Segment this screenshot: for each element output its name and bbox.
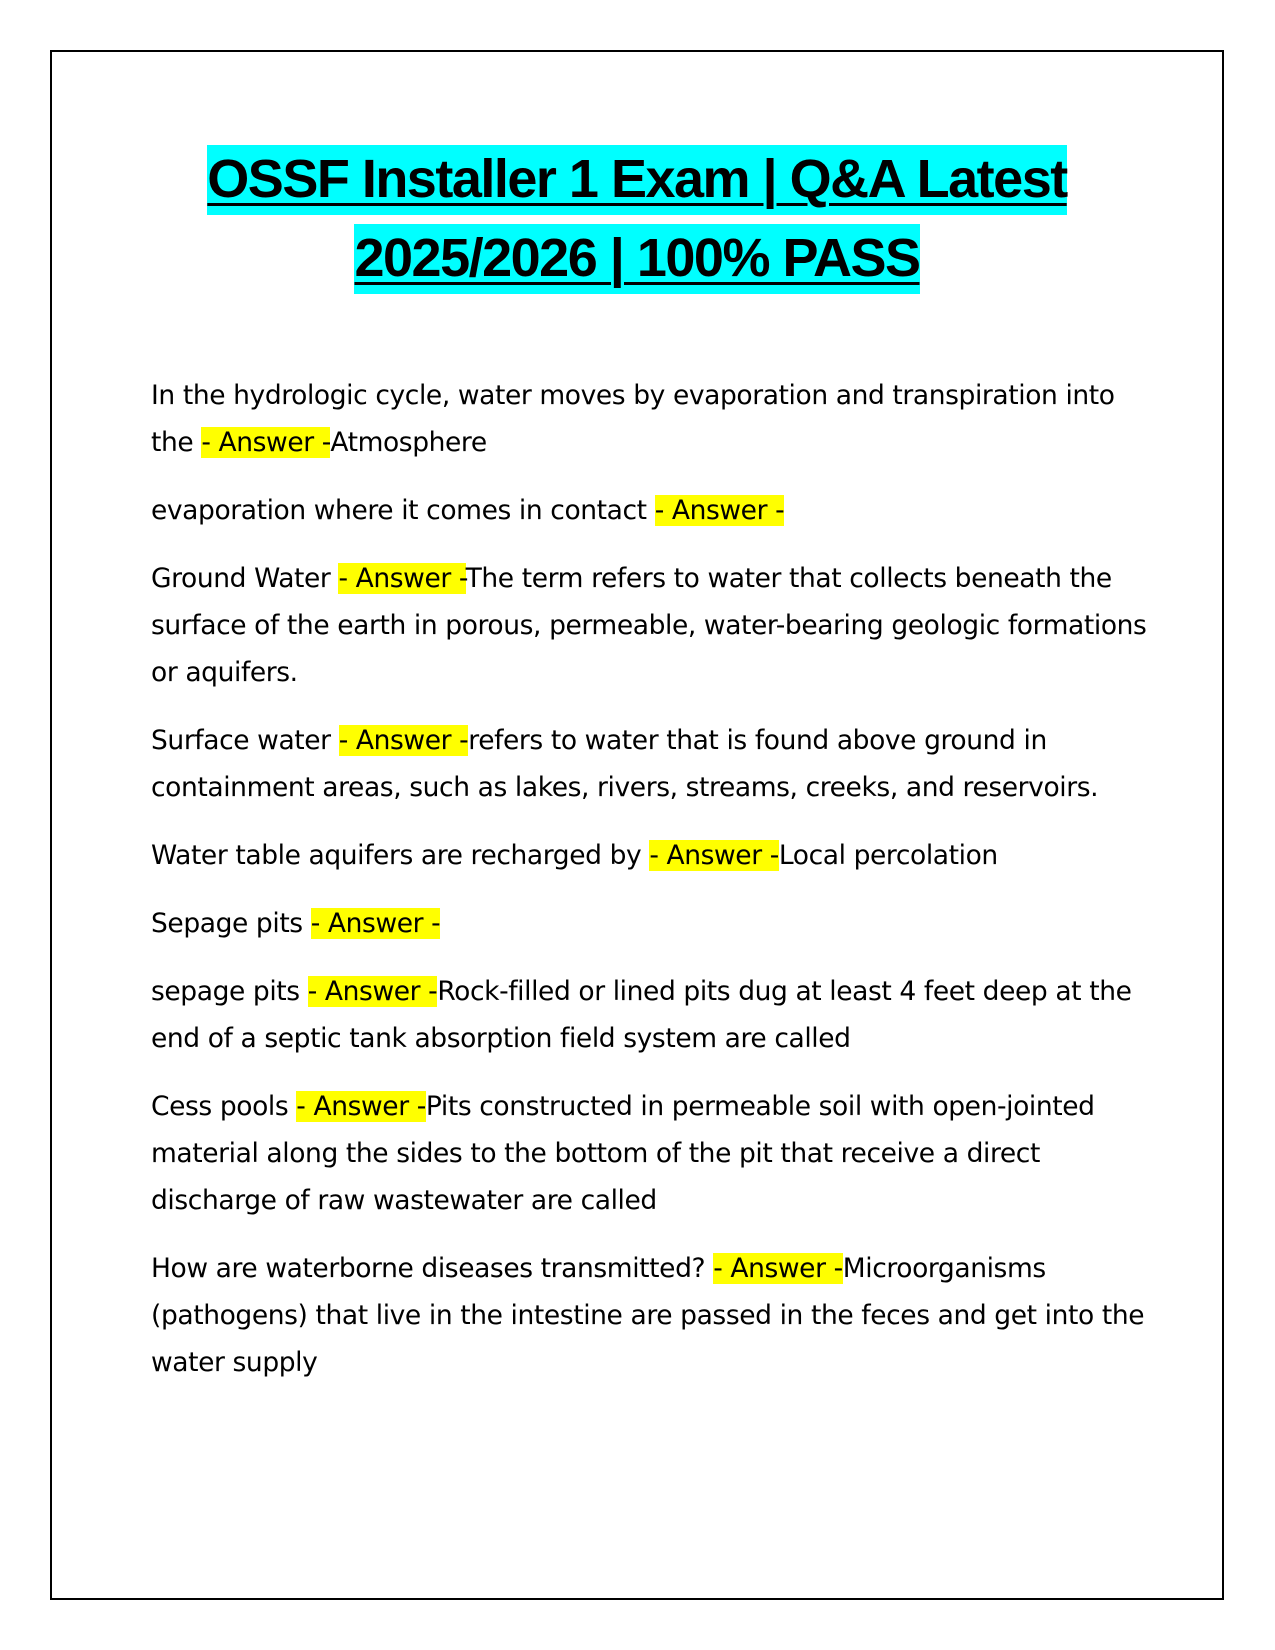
question-text: Sepage pits: [151, 908, 311, 939]
title-line-2: 2025/2026 | 100% PASS: [354, 224, 919, 294]
question-text: In the hydrologic cycle, water moves by evaporation and transpiration into the: [151, 380, 1115, 458]
qa-item: [151, 1083, 1151, 1224]
qa-list: [151, 372, 1151, 1407]
qa-item: [151, 832, 1151, 879]
qa-item: [151, 968, 1151, 1062]
answer-text: Atmosphere: [330, 427, 487, 458]
answer-marker: - Answer -: [338, 563, 466, 594]
qa-item: [151, 900, 1151, 947]
answer-text: Local percolation: [778, 840, 998, 871]
answer-marker: - Answer -: [338, 725, 469, 756]
qa-item: [151, 372, 1151, 466]
question-text: How are waterborne diseases transmitted?: [151, 1253, 714, 1284]
answer-text: Microorganisms (pathogens) that live in the intestine are passed in the feces and get into the water supply: [151, 1253, 1145, 1378]
document-title: [52, 140, 1222, 298]
answer-marker: - Answer -: [310, 908, 441, 939]
question-text: Ground Water: [151, 563, 339, 594]
answer-marker: - Answer -: [654, 495, 785, 526]
answer-marker: - Answer -: [713, 1253, 843, 1284]
answer-marker: - Answer -: [307, 976, 438, 1007]
question-text: Water table aquifers are recharged by: [151, 840, 650, 871]
question-text: sepage pits: [151, 976, 308, 1007]
qa-item: [151, 555, 1151, 696]
title-line-1: OSSF Installer 1 Exam | Q&A Latest: [207, 145, 1066, 215]
question-text: Surface water: [151, 725, 339, 756]
answer-text: Pits constructed in permeable soil with open-jointed material along the sides to the bottom of the pit that receive a direct discharge of raw wastewater are called: [151, 1091, 1095, 1216]
answer-text: The term refers to water that collects beneath the surface of the earth in porous, permeable, water-bearing geologic formations or aquifers.: [151, 563, 1147, 688]
question-text: evaporation where it comes in contact: [151, 495, 655, 526]
answer-marker: - Answer -: [296, 1091, 426, 1122]
qa-item: [151, 717, 1151, 811]
qa-item: [151, 1245, 1151, 1386]
answer-text: refers to water that is found above ground in containment areas, such as lakes, rivers, streams, creeks, and reservoirs.: [151, 725, 1099, 803]
answer-marker: - Answer -: [201, 427, 331, 458]
question-text: Cess pools: [151, 1091, 297, 1122]
answer-text: Rock-filled or lined pits dug at least 4 feet deep at the end of a septic tank absorption field system are called: [151, 976, 1132, 1054]
answer-marker: - Answer -: [649, 840, 779, 871]
qa-item: [151, 487, 1151, 534]
